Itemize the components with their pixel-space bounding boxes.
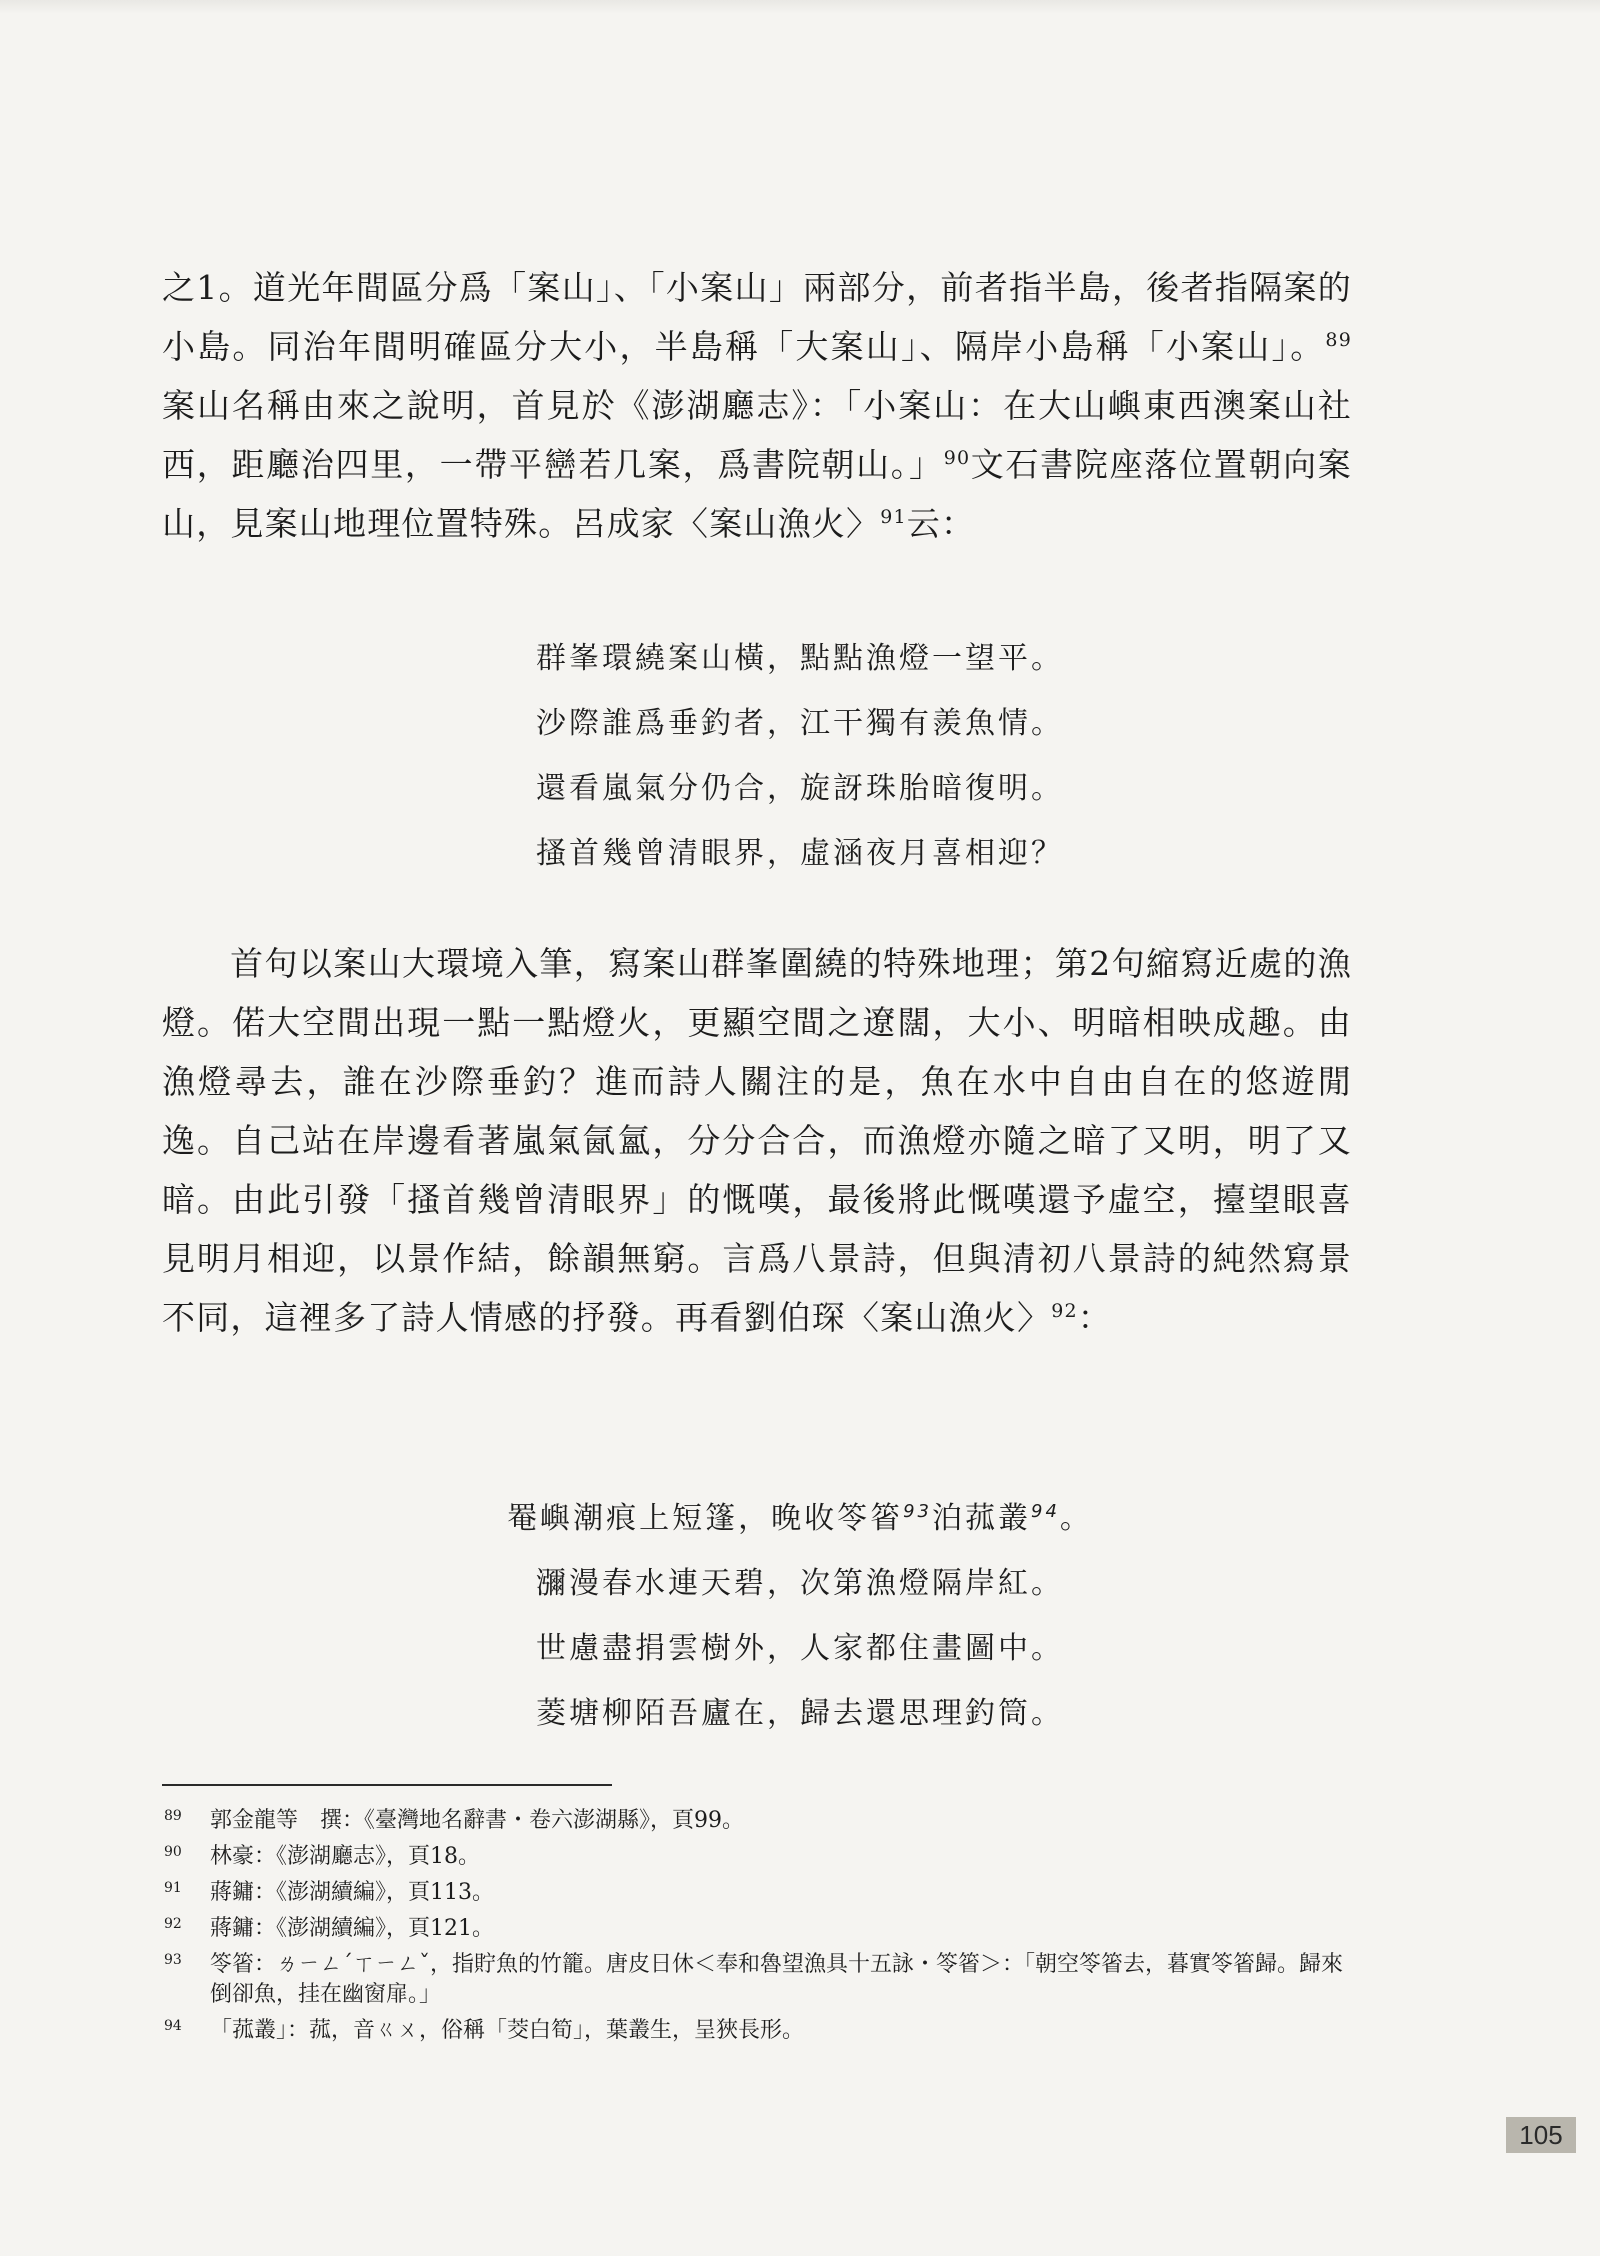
footnote-94 xyxy=(162,2016,1362,2046)
poem-line: 群峯環繞案山橫，點點漁燈一望平。 xyxy=(536,641,1064,676)
poem-line: 沙際誰爲垂釣者，江干獨有羨魚情。 xyxy=(536,706,1064,741)
footnote-90 xyxy=(162,1842,1362,1872)
body-paragraph-2 xyxy=(162,934,1352,1347)
footnote-ref-89[interactable]: 89 xyxy=(1325,329,1352,351)
footnote-number: 90 xyxy=(164,1844,182,1860)
poem-line-text: 泊菰叢 xyxy=(932,1501,1031,1536)
footnote-number: 93 xyxy=(164,1952,182,1968)
scan-edge-shadow xyxy=(0,0,1600,14)
footnote-number: 94 xyxy=(164,2018,182,2034)
footnote-91 xyxy=(162,1878,1362,1908)
paragraph-text: ： xyxy=(1077,1298,1112,1337)
footnote-text: 笭箵：ㄌㄧㄥˊㄒㄧㄥˇ，指貯魚的竹籠。唐皮日休＜奉和魯望漁具十五詠・笭箵＞：「朝空笭箵去，暮實笭箵歸。歸來倒卻魚，挂在幽窗扉。」 xyxy=(210,1952,1344,2007)
poem-line-text: 。 xyxy=(1059,1501,1093,1536)
poem-line: 菱塘柳陌吾廬在，歸去還思理釣筒。 xyxy=(536,1696,1064,1731)
footnote-92 xyxy=(162,1914,1362,1944)
footnote-ref-93[interactable]: 93 xyxy=(903,1501,932,1522)
paragraph-text: 案山名稱由來之說明，首見於《澎湖廳志》：「小案山：在大山嶼東西澳案山社西，距廳治四里，一帶平巒若几案，爲書院朝山。」 xyxy=(162,386,1352,484)
footnote-ref-94[interactable]: 94 xyxy=(1031,1501,1060,1522)
paragraph-text: 之1。道光年間區分爲「案山」、「小案山」兩部分，前者指半島，後者指隔案的小島。同治年間明確區分大小，半島稱「大案山」、隔岸小島稱「小案山」。 xyxy=(162,268,1352,366)
footnote-text: 林豪：《澎湖廳志》，頁18。 xyxy=(210,1844,480,1869)
paragraph-text: 首句以案山大環境入筆，寫案山群峯圍繞的特殊地理；第2句縮寫近處的漁燈。偌大空間出現一點一點燈火，更顯空間之遼闊，大小、明暗相映成趣。由漁燈尋去，誰在沙際垂釣？進而詩人關注的是，魚在水中自由自在的悠遊閒逸。自己站在岸邊看著嵐氣氤氳，分分合合，而漁燈亦隨之暗了又明，明了又暗。由此引發「搔首幾曾清眼界」的慨嘆，最後將此慨嘆還予虛空，擡望眼喜見明月相迎，以景作結，餘韻無窮。言爲八景詩，但與清初八景詩的純然寫景不同，這裡多了詩人情感的抒發。再看劉伯琛〈案山漁火〉 xyxy=(162,944,1352,1337)
footnote-text: 蔣鏞：《澎湖續編》，頁121。 xyxy=(210,1916,494,1941)
footnote-divider xyxy=(162,1784,612,1786)
paragraph-text: 文石書院座落位置朝向案山，見案山地理位置特殊。呂成家〈案山漁火〉 xyxy=(162,445,1353,543)
footnote-text: 「菰叢」：菰，音ㄍㄨ，俗稱「茭白筍」，葉叢生，呈狹長形。 xyxy=(210,2018,805,2043)
footnote-text: 郭金龍等 撰：《臺灣地名辭書・卷六澎湖縣》，頁99。 xyxy=(210,1808,744,1833)
footnote-93 xyxy=(162,1950,1362,2010)
footnote-number: 91 xyxy=(164,1880,182,1896)
footnote-text: 蔣鏞：《澎湖續編》，頁113。 xyxy=(210,1880,494,1905)
poem-line: 還看嵐氣分仍合，旋訝珠胎暗復明。 xyxy=(536,771,1064,806)
footnotes-list xyxy=(162,1806,1362,2052)
poem-line: 世慮盡捐雲樹外，人家都住畫圖中。 xyxy=(536,1631,1064,1666)
poem-an-shan-yu-huo-liu xyxy=(0,1486,1600,1746)
footnote-89 xyxy=(162,1806,1362,1836)
footnote-ref-91[interactable]: 91 xyxy=(880,506,907,528)
footnote-number: 92 xyxy=(164,1916,182,1932)
footnote-ref-92[interactable]: 92 xyxy=(1051,1300,1078,1322)
footnote-number: 89 xyxy=(164,1808,182,1824)
poem-line xyxy=(0,1486,1600,1551)
poem-line: 瀰漫春水連天碧，次第漁燈隔岸紅。 xyxy=(536,1566,1064,1601)
page-number: 105 xyxy=(1506,2117,1576,2153)
poem-line: 搔首幾曾清眼界，虛涵夜月喜相迎？ xyxy=(536,836,1064,871)
body-paragraph-1 xyxy=(162,258,1352,553)
poem-an-shan-yu-huo-lu xyxy=(0,626,1600,886)
paragraph-text: 云： xyxy=(906,504,976,543)
poem-line-text: 罨嶼潮痕上短篷，晚收笭箵 xyxy=(507,1501,904,1536)
footnote-ref-90[interactable]: 90 xyxy=(943,447,971,469)
